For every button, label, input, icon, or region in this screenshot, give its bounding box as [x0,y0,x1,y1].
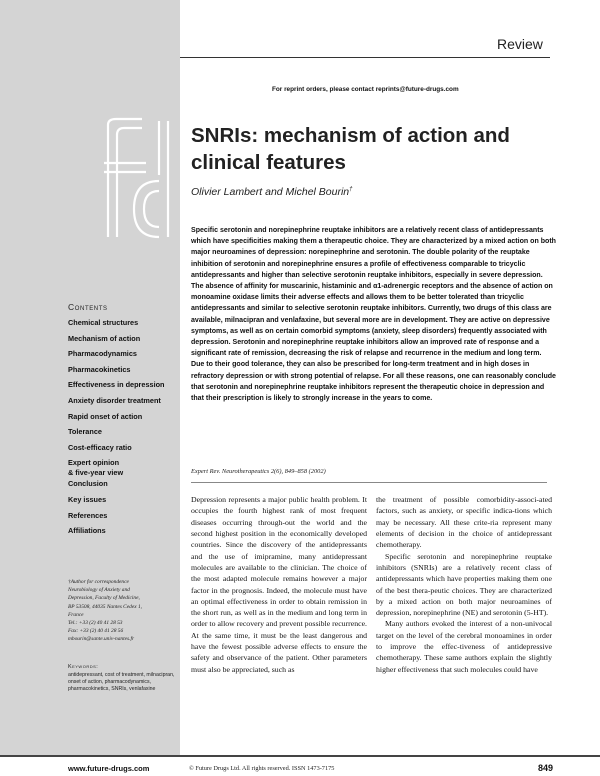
contents-item-rapid-onset[interactable]: Rapid onset of action [68,411,143,421]
citation: Expert Rev. Neurotherapeutics 2(6), 849–858 (2002) [191,468,326,475]
keywords-text: antidepressant, cost of treatment, milnacipran, onset of action, pharmacodynamics, pharmacokinetics, SNRIs, venlafaxine [68,672,175,692]
contents-item-chemical-structures[interactable]: Chemical structures [68,318,139,327]
correspondence-email[interactable]: mbourin@sante.univ-nantes.fr [68,636,135,643]
abstract: Specific serotonin and norepinephrine reuptake inhibitors are a relatively recent class of antidepressants which have specificities making them a therapeutic choice. They are characterized by a mixed action on both major neuroamines of depression: norepinephrine and serotonin. The double polarity of the reuptake inhibition of serotonin and norepinephrine ensures a profile of effectiveness comparable to tricyclic antidepressants and higher than selective serotonin reuptake inhibitors, especially in severe depression. The absence of affinity for muscarinic, histaminic and α1-adrenergic receptors and the absence of action on monoamine oxidase limits their adverse effects and allows them to be better tolerated than tricyclic antidepressants and similar to selective serotonin reuptake inhibitors. Currently, two drugs of this class are available, milnacipran and venlafaxine, but several more are in development. They are active on depressive symptoms, as well as on certain comorbid symptoms (anxiety, sleep disorders) frequently associated with depression. Serotonin and norepinephrine reuptake inhibitors allow an improved rate of response and a significant rate of remission, decreasing the risk of relapse and recurrence in the medium and long term. Due to their good tolerance, they can also be prescribed for long-term treatment and in high doses in refractory depression or with strong potential of relapse. For all these reasons, one can reasonably conclude that serotonin and norepinephrine reuptake inhibitors represent the therapeutic choice in depression and that their prescription is likely to strongly increase in the years to come. [191,227,556,403]
contents-list [68,318,165,542]
contents-item-references[interactable]: References [68,510,108,520]
journal-logo [102,115,174,245]
reprint-notice: For reprint orders, please contact reprints@future-drugs.com [272,86,459,93]
correspondence-fax: Fax: +33 (2) 40 41 28 56 [68,628,124,635]
contents-heading: Contents [68,302,108,312]
correspondence-line: Neurobiology of Anxiety and [68,587,130,594]
body-column-2 [376,494,552,675]
contents-item-key-issues[interactable]: Key issues [68,494,107,504]
abstract-divider [191,482,547,483]
correspondence-tel: Tel.: +33 (2) 40 41 28 53 [68,620,123,627]
footer-website[interactable]: www.future-drugs.com [68,764,150,773]
correspondence-line: †Author for correspondence [68,579,129,585]
section-label: Review [497,36,543,52]
contents-item-expert-opinion[interactable]: Expert opinion & five-year view [68,458,124,478]
correspondence-line: Depression, Faculty of Medicine, [68,595,140,602]
page-number: 849 [538,763,554,773]
contents-item-anxiety[interactable]: Anxiety disorder treatment [68,395,161,405]
contents-item-pharmacokinetics[interactable]: Pharmacokinetics [68,364,131,374]
footer-copyright: © Future Drugs Ltd. All rights reserved. ISSN 1473-7175 [189,765,335,772]
author-mark: † [349,186,353,193]
correspondence-line: BP 53508, 44035 Nantes Cedex 1, [68,603,143,610]
contents-item-conclusion[interactable]: Conclusion [68,479,108,489]
article-authors [191,186,353,198]
keywords-heading: Keywords: [68,664,99,670]
header-rule [180,57,550,58]
contents-item-pharmacodynamics[interactable]: Pharmacodynamics [68,349,137,359]
contents-item-tolerance[interactable]: Tolerance [68,427,102,437]
contents-item-affiliations[interactable]: Affiliations [68,526,106,536]
author-names: Olivier Lambert and Michel Bourin [191,186,350,198]
contents-item-cost-efficacy[interactable]: Cost-efficacy ratio [68,442,132,452]
article-title: SNRIs: mechanism of action and clinical features [191,124,510,174]
body-paragraph: the treatment of possible comorbidity-associ-ated factors, such as anxiety, or specific indica-tions which may be necessary. All these crite-ria represent many elements of decision in the choice of antidepressant chemotherapy. [376,495,552,550]
body-paragraph: Specific serotonin and norepinephrine reuptake inhibitors (SNRIs) are a relatively recent class of antidepressants which have properties making them one of the best thera-peutic choices. They are characterized by a mixed action on both major neuroamines of depression, norepinephrine (NE) and serotonin (5-HT). [376,551,552,618]
body-paragraph: Many authors evoked the interest of a non-univocal target on the level of the cerebral monoamines in order to improve the effec-tiveness of antidepressive chemotherapy. These same authors explain the slightly higher effectiveness that such molecules could have [376,619,552,674]
correspondence-block [68,578,176,644]
contents-item-effectiveness[interactable]: Effectiveness in depression [68,380,165,390]
body-paragraph: Depression represents a major public health problem. It occupies the fourth highest rank of most frequent diseases occurring through-out the world and the second highest position in the economically developed countries. Since the discovery of the antidepressants and the use of imipramine, many antidepressant molecules are available to the clinician. The choice of the most adapted molecule remains however a major factor in the prognosis. Indeed, the molecule must have an optimal effectiveness in order to obtain remission in the short run, as well as in the medium and long term in order to allow recovery and prevent possible recurrence. At the same time, it must be the least dangerous and have the fewest possible adverse effects to ensure the safety and observance of the patient. Other parameters must also be appreciated, such as [191,495,367,674]
contents-item-mechanism-of-action[interactable]: Mechanism of action [68,333,141,343]
correspondence-line: France [68,611,84,618]
footer-rule [0,755,600,757]
body-column-1 [191,494,367,675]
